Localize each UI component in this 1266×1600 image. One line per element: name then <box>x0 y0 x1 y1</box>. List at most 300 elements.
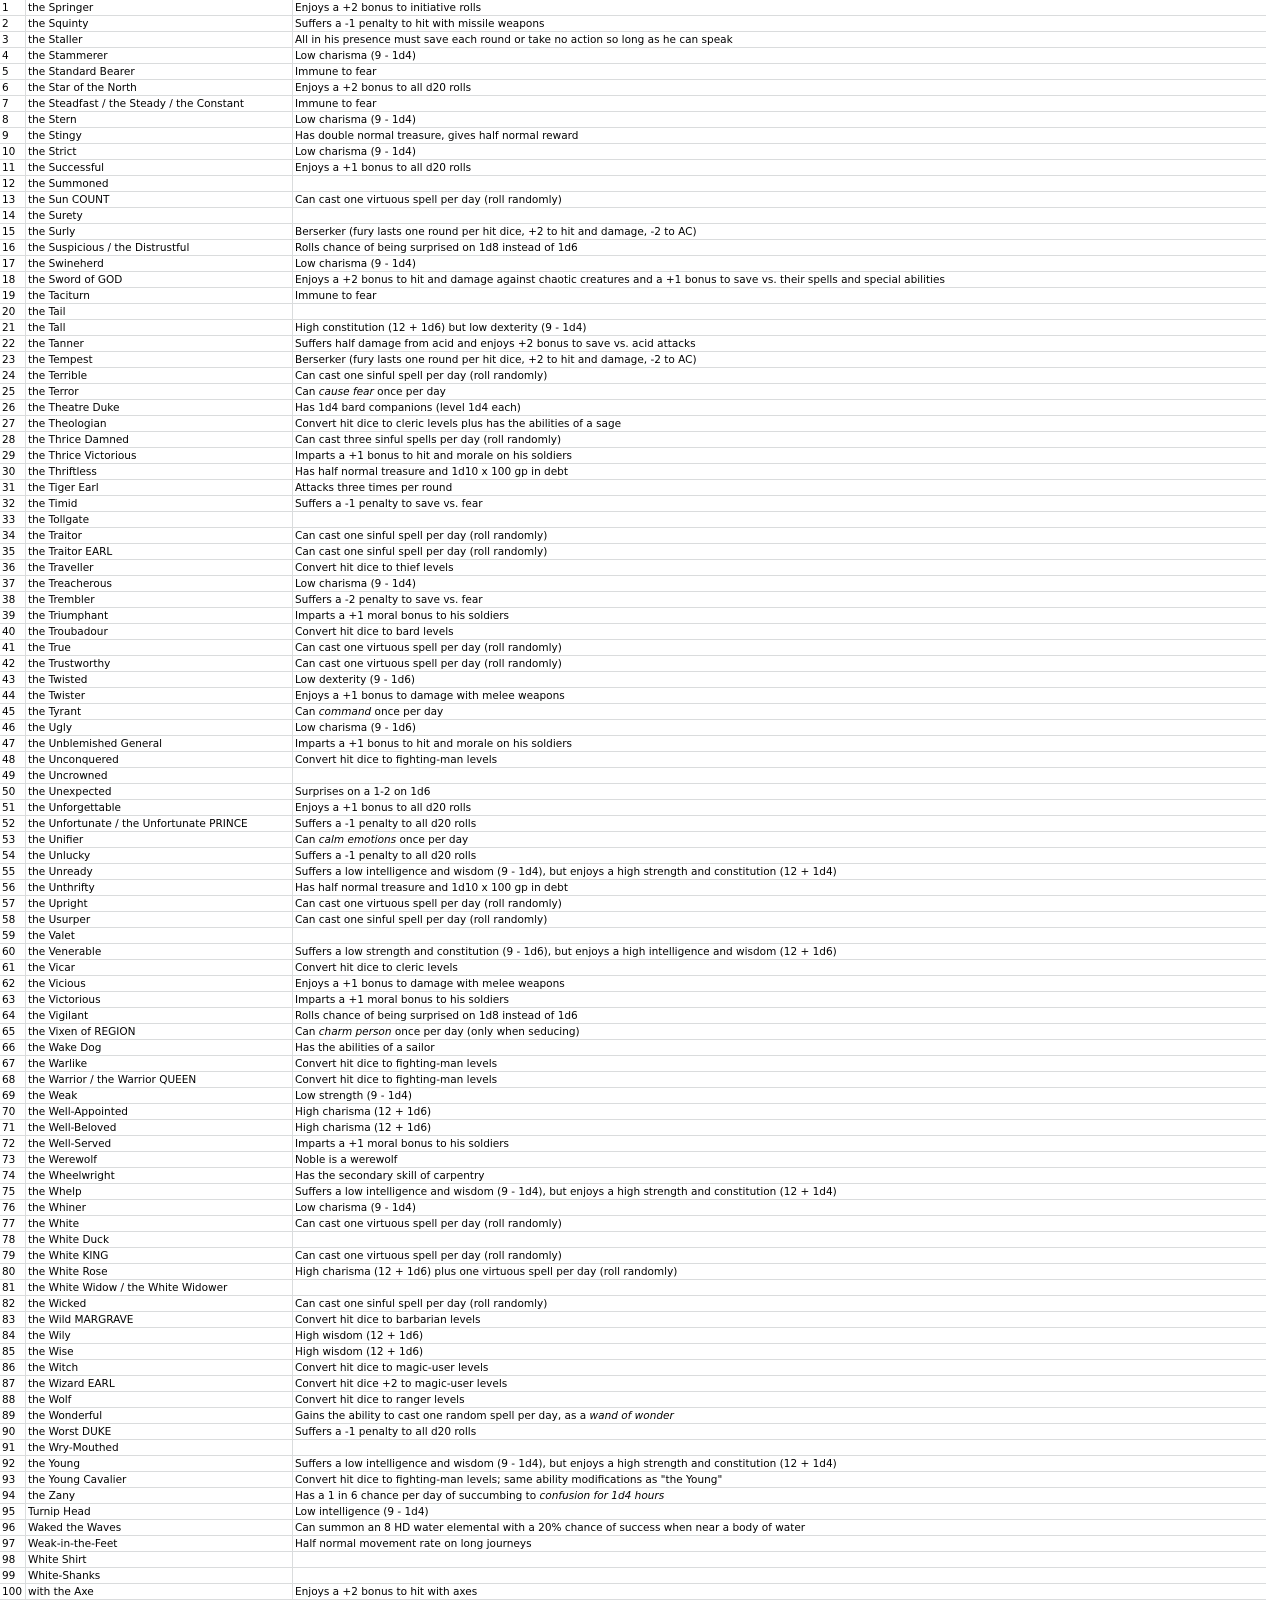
effect-cell[interactable] <box>293 208 1266 223</box>
row-number-cell[interactable]: 46 <box>0 720 26 735</box>
title-cell[interactable]: the White <box>26 1216 293 1231</box>
effect-cell[interactable]: Can cast one virtuous spell per day (roll randomly) <box>295 1218 562 1230</box>
row-number-cell[interactable]: 58 <box>0 912 26 927</box>
effect-cell[interactable]: Can cast one sinful spell per day (roll randomly) <box>295 914 548 926</box>
row-number-cell[interactable]: 30 <box>0 464 26 479</box>
title-cell[interactable]: the White Rose <box>26 1264 293 1279</box>
title-cell[interactable]: the Theologian <box>26 416 293 431</box>
title-cell[interactable]: the Venerable <box>26 944 293 959</box>
effect-cell[interactable] <box>293 928 1266 943</box>
title-cell[interactable]: the Squinty <box>26 16 293 31</box>
effect-cell[interactable] <box>293 512 1266 527</box>
title-cell[interactable]: the White Widow / the White Widower <box>26 1280 293 1295</box>
effect-cell[interactable]: Suffers a -1 penalty to all d20 rolls <box>295 850 477 862</box>
title-cell[interactable]: the Wolf <box>26 1392 293 1407</box>
effect-cell[interactable]: Can cast one sinful spell per day (roll randomly) <box>295 546 548 558</box>
title-cell[interactable]: the True <box>26 640 293 655</box>
effect-cell[interactable]: Berserker (fury lasts one round per hit dice, +2 to hit and damage, -2 to AC) <box>295 354 697 366</box>
title-cell[interactable]: the Werewolf <box>26 1152 293 1167</box>
row-number-cell[interactable]: 100 <box>0 1584 26 1599</box>
effect-cell[interactable]: Enjoys a +2 bonus to hit and damage against chaotic creatures and a +1 bonus to save vs. their spells and special abilities <box>295 274 945 286</box>
title-cell[interactable]: the Thrice Victorious <box>26 448 293 463</box>
title-cell[interactable]: the White KING <box>26 1248 293 1263</box>
title-cell[interactable]: the Wake Dog <box>26 1040 293 1055</box>
row-number-cell[interactable]: 79 <box>0 1248 26 1263</box>
effect-cell[interactable]: Has the abilities of a sailor <box>295 1042 435 1054</box>
effect-cell[interactable] <box>293 1488 1266 1503</box>
effect-cell[interactable]: Convert hit dice to magic-user levels <box>295 1362 489 1374</box>
row-number-cell[interactable]: 72 <box>0 1136 26 1151</box>
row-number-cell[interactable]: 4 <box>0 48 26 63</box>
title-cell[interactable]: the Surly <box>26 224 293 239</box>
row-number-cell[interactable]: 1 <box>0 0 26 15</box>
title-cell[interactable]: the Unfortunate / the Unfortunate PRINCE <box>26 816 293 831</box>
row-number-cell[interactable]: 75 <box>0 1184 26 1199</box>
row-number-cell[interactable]: 33 <box>0 512 26 527</box>
effect-cell[interactable] <box>293 1440 1266 1455</box>
row-number-cell[interactable]: 21 <box>0 320 26 335</box>
effect-cell[interactable]: Has the secondary skill of carpentry <box>295 1170 485 1182</box>
effect-cell[interactable]: Enjoys a +2 bonus to hit with axes <box>295 1586 478 1598</box>
effect-cell[interactable]: Half normal movement rate on long journeys <box>295 1538 532 1550</box>
effect-cell[interactable]: Convert hit dice to fighting-man levels; same ability modifications as "the Young" <box>295 1474 723 1486</box>
row-number-cell[interactable]: 3 <box>0 32 26 47</box>
title-cell[interactable]: the Warlike <box>26 1056 293 1071</box>
row-number-cell[interactable]: 9 <box>0 128 26 143</box>
effect-cell[interactable]: Suffers a -1 penalty to all d20 rolls <box>295 818 477 830</box>
effect-cell[interactable]: Convert hit dice to cleric levels plus has the abilities of a sage <box>295 418 622 430</box>
effect-cell[interactable]: Imparts a +1 bonus to hit and morale on his soldiers <box>295 450 573 462</box>
effect-cell[interactable]: Has 1d4 bard companions (level 1d4 each) <box>295 402 521 414</box>
row-number-cell[interactable]: 38 <box>0 592 26 607</box>
title-cell[interactable]: the Theatre Duke <box>26 400 293 415</box>
title-cell[interactable]: the Terrible <box>26 368 293 383</box>
effect-cell[interactable]: Convert hit dice to cleric levels <box>295 962 458 974</box>
row-number-cell[interactable]: 89 <box>0 1408 26 1423</box>
title-cell[interactable]: the Vixen of REGION <box>26 1024 293 1039</box>
title-cell[interactable]: the Wicked <box>26 1296 293 1311</box>
effect-cell[interactable]: Suffers a -1 penalty to hit with missile weapons <box>295 18 545 30</box>
title-cell[interactable]: the Sword of GOD <box>26 272 293 287</box>
title-cell[interactable]: White Shirt <box>26 1552 293 1567</box>
effect-cell[interactable]: Low charisma (9 - 1d4) <box>295 258 416 270</box>
title-cell[interactable]: the Whelp <box>26 1184 293 1199</box>
row-number-cell[interactable]: 53 <box>0 832 26 847</box>
effect-cell[interactable]: Low strength (9 - 1d4) <box>295 1090 412 1102</box>
row-number-cell[interactable]: 97 <box>0 1536 26 1551</box>
effect-cell[interactable]: Can cast one virtuous spell per day (roll randomly) <box>295 898 562 910</box>
title-cell[interactable]: the Trembler <box>26 592 293 607</box>
effect-cell[interactable]: High charisma (12 + 1d6) <box>295 1122 432 1134</box>
title-cell[interactable]: the Thriftless <box>26 464 293 479</box>
title-cell[interactable]: the Tiger Earl <box>26 480 293 495</box>
effect-cell[interactable]: Rolls chance of being surprised on 1d8 instead of 1d6 <box>295 242 578 254</box>
title-cell[interactable]: the Traveller <box>26 560 293 575</box>
row-number-cell[interactable]: 5 <box>0 64 26 79</box>
row-number-cell[interactable]: 39 <box>0 608 26 623</box>
effect-cell[interactable]: Has half normal treasure and 1d10 x 100 gp in debt <box>295 466 568 478</box>
effect-cell[interactable]: Imparts a +1 moral bonus to his soldiers <box>295 610 510 622</box>
row-number-cell[interactable]: 99 <box>0 1568 26 1583</box>
effect-cell[interactable]: Imparts a +1 moral bonus to his soldiers <box>295 1138 510 1150</box>
title-cell[interactable]: the Unforgettable <box>26 800 293 815</box>
title-cell[interactable]: the Well-Served <box>26 1136 293 1151</box>
row-number-cell[interactable]: 84 <box>0 1328 26 1343</box>
effect-cell[interactable]: Convert hit dice to fighting-man levels <box>295 1058 498 1070</box>
effect-cell[interactable]: Enjoys a +1 bonus to damage with melee weapons <box>295 978 565 990</box>
title-cell[interactable]: the Unready <box>26 864 293 879</box>
effect-cell[interactable]: Low charisma (9 - 1d6) <box>295 722 416 734</box>
effect-cell[interactable]: Suffers half damage from acid and enjoys +2 bonus to save vs. acid attacks <box>295 338 696 350</box>
title-cell[interactable]: the Triumphant <box>26 608 293 623</box>
row-number-cell[interactable]: 22 <box>0 336 26 351</box>
effect-cell[interactable]: Attacks three times per round <box>295 482 453 494</box>
title-cell[interactable]: the Twister <box>26 688 293 703</box>
effect-cell[interactable]: Berserker (fury lasts one round per hit dice, +2 to hit and damage, -2 to AC) <box>295 226 697 238</box>
row-number-cell[interactable]: 48 <box>0 752 26 767</box>
effect-cell[interactable] <box>293 768 1266 783</box>
row-number-cell[interactable]: 55 <box>0 864 26 879</box>
effect-cell[interactable]: Immune to fear <box>295 98 377 110</box>
effect-cell[interactable]: Suffers a low intelligence and wisdom (9 - 1d4), but enjoys a high strength and constitution (12 + 1d4) <box>295 866 837 878</box>
effect-cell[interactable]: Low charisma (9 - 1d4) <box>295 50 416 62</box>
row-number-cell[interactable]: 27 <box>0 416 26 431</box>
title-cell[interactable]: the Terror <box>26 384 293 399</box>
title-cell[interactable]: the Thrice Damned <box>26 432 293 447</box>
row-number-cell[interactable]: 62 <box>0 976 26 991</box>
title-cell[interactable]: the Stingy <box>26 128 293 143</box>
effect-cell[interactable]: Imparts a +1 moral bonus to his soldiers <box>295 994 510 1006</box>
title-cell[interactable]: the Stammerer <box>26 48 293 63</box>
row-number-cell[interactable]: 63 <box>0 992 26 1007</box>
row-number-cell[interactable]: 40 <box>0 624 26 639</box>
title-cell[interactable]: Weak-in-the-Feet <box>26 1536 293 1551</box>
title-cell[interactable]: the Uncrowned <box>26 768 293 783</box>
title-cell[interactable]: the Zany <box>26 1488 293 1503</box>
row-number-cell[interactable]: 87 <box>0 1376 26 1391</box>
effect-cell[interactable]: Noble is a werewolf <box>295 1154 398 1166</box>
row-number-cell[interactable]: 29 <box>0 448 26 463</box>
title-cell[interactable]: the Worst DUKE <box>26 1424 293 1439</box>
row-number-cell[interactable]: 49 <box>0 768 26 783</box>
row-number-cell[interactable]: 10 <box>0 144 26 159</box>
row-number-cell[interactable]: 76 <box>0 1200 26 1215</box>
effect-cell[interactable]: Enjoys a +2 bonus to initiative rolls <box>295 2 482 14</box>
row-number-cell[interactable]: 91 <box>0 1440 26 1455</box>
row-number-cell[interactable]: 2 <box>0 16 26 31</box>
title-cell[interactable]: the Standard Bearer <box>26 64 293 79</box>
title-cell[interactable]: the Unexpected <box>26 784 293 799</box>
effect-cell[interactable]: Can cast one virtuous spell per day (roll randomly) <box>295 658 562 670</box>
effect-cell[interactable]: Can cast one sinful spell per day (roll randomly) <box>295 1298 548 1310</box>
title-cell[interactable]: White-Shanks <box>26 1568 293 1583</box>
effect-cell[interactable]: Low dexterity (9 - 1d6) <box>295 674 416 686</box>
title-cell[interactable]: the Vicar <box>26 960 293 975</box>
title-cell[interactable]: the Valet <box>26 928 293 943</box>
row-number-cell[interactable]: 8 <box>0 112 26 127</box>
effect-cell[interactable]: Enjoys a +1 bonus to damage with melee weapons <box>295 690 565 702</box>
effect-cell[interactable]: Enjoys a +1 bonus to all d20 rolls <box>295 802 472 814</box>
title-cell[interactable]: the Weak <box>26 1088 293 1103</box>
effect-cell[interactable]: Surprises on a 1-2 on 1d6 <box>295 786 431 798</box>
effect-cell[interactable]: Can cast one sinful spell per day (roll randomly) <box>295 530 548 542</box>
row-number-cell[interactable]: 44 <box>0 688 26 703</box>
effect-cell[interactable]: Suffers a low intelligence and wisdom (9 - 1d4), but enjoys a high strength and constitution (12 + 1d4) <box>295 1458 837 1470</box>
row-number-cell[interactable]: 80 <box>0 1264 26 1279</box>
effect-cell[interactable] <box>293 304 1266 319</box>
title-cell[interactable]: the Tall <box>26 320 293 335</box>
row-number-cell[interactable]: 20 <box>0 304 26 319</box>
title-cell[interactable]: the Strict <box>26 144 293 159</box>
row-number-cell[interactable]: 34 <box>0 528 26 543</box>
effect-cell[interactable]: Can cast one virtuous spell per day (roll randomly) <box>295 642 562 654</box>
effect-cell[interactable]: Low charisma (9 - 1d4) <box>295 1202 416 1214</box>
row-number-cell[interactable]: 86 <box>0 1360 26 1375</box>
effect-cell[interactable] <box>293 832 1266 847</box>
title-cell[interactable]: the Unconquered <box>26 752 293 767</box>
title-cell[interactable]: the Wry-Mouthed <box>26 1440 293 1455</box>
row-number-cell[interactable]: 24 <box>0 368 26 383</box>
row-number-cell[interactable]: 88 <box>0 1392 26 1407</box>
title-cell[interactable]: the Treacherous <box>26 576 293 591</box>
title-cell[interactable]: the Surety <box>26 208 293 223</box>
row-number-cell[interactable]: 98 <box>0 1552 26 1567</box>
row-number-cell[interactable]: 95 <box>0 1504 26 1519</box>
row-number-cell[interactable]: 68 <box>0 1072 26 1087</box>
row-number-cell[interactable]: 81 <box>0 1280 26 1295</box>
title-cell[interactable]: the Wily <box>26 1328 293 1343</box>
title-cell[interactable]: the Springer <box>26 0 293 15</box>
title-cell[interactable]: the Ugly <box>26 720 293 735</box>
title-cell[interactable]: the Victorious <box>26 992 293 1007</box>
row-number-cell[interactable]: 36 <box>0 560 26 575</box>
row-number-cell[interactable]: 73 <box>0 1152 26 1167</box>
effect-cell[interactable]: Convert hit dice to fighting-man levels <box>295 754 498 766</box>
title-cell[interactable]: the Tail <box>26 304 293 319</box>
effect-cell[interactable]: Convert hit dice to ranger levels <box>295 1394 465 1406</box>
row-number-cell[interactable]: 23 <box>0 352 26 367</box>
effect-cell[interactable]: Can cast one sinful spell per day (roll randomly) <box>295 370 548 382</box>
effect-cell[interactable]: Immune to fear <box>295 290 377 302</box>
effect-cell[interactable] <box>293 1568 1266 1583</box>
row-number-cell[interactable]: 26 <box>0 400 26 415</box>
row-number-cell[interactable]: 43 <box>0 672 26 687</box>
row-number-cell[interactable]: 54 <box>0 848 26 863</box>
row-number-cell[interactable]: 66 <box>0 1040 26 1055</box>
title-cell[interactable]: the Stern <box>26 112 293 127</box>
row-number-cell[interactable]: 14 <box>0 208 26 223</box>
title-cell[interactable]: with the Axe <box>26 1584 293 1599</box>
row-number-cell[interactable]: 77 <box>0 1216 26 1231</box>
title-cell[interactable]: the Sun COUNT <box>26 192 293 207</box>
effect-cell[interactable]: Immune to fear <box>295 66 377 78</box>
title-cell[interactable]: the Suspicious / the Distrustful <box>26 240 293 255</box>
title-cell[interactable]: the Vigilant <box>26 1008 293 1023</box>
row-number-cell[interactable]: 85 <box>0 1344 26 1359</box>
row-number-cell[interactable]: 96 <box>0 1520 26 1535</box>
effect-cell[interactable]: Suffers a -1 penalty to all d20 rolls <box>295 1426 477 1438</box>
title-cell[interactable]: Waked the Waves <box>26 1520 293 1535</box>
title-cell[interactable]: the Summoned <box>26 176 293 191</box>
title-cell[interactable]: the Warrior / the Warrior QUEEN <box>26 1072 293 1087</box>
row-number-cell[interactable]: 19 <box>0 288 26 303</box>
row-number-cell[interactable]: 32 <box>0 496 26 511</box>
effect-cell[interactable]: Convert hit dice to barbarian levels <box>295 1314 481 1326</box>
effect-cell[interactable]: Has half normal treasure and 1d10 x 100 gp in debt <box>295 882 568 894</box>
title-cell[interactable]: the Unblemished General <box>26 736 293 751</box>
row-number-cell[interactable]: 94 <box>0 1488 26 1503</box>
effect-cell[interactable]: Rolls chance of being surprised on 1d8 instead of 1d6 <box>295 1010 578 1022</box>
row-number-cell[interactable]: 70 <box>0 1104 26 1119</box>
row-number-cell[interactable]: 16 <box>0 240 26 255</box>
effect-cell[interactable]: Low intelligence (9 - 1d4) <box>295 1506 429 1518</box>
effect-cell[interactable]: Suffers a -2 penalty to save vs. fear <box>295 594 483 606</box>
effect-cell[interactable]: High wisdom (12 + 1d6) <box>295 1330 424 1342</box>
row-number-cell[interactable]: 42 <box>0 656 26 671</box>
effect-cell[interactable]: Convert hit dice to thief levels <box>295 562 454 574</box>
effect-cell[interactable]: Convert hit dice +2 to magic-user levels <box>295 1378 508 1390</box>
title-cell[interactable]: the Wonderful <box>26 1408 293 1423</box>
title-cell[interactable]: Turnip Head <box>26 1504 293 1519</box>
effect-cell[interactable]: Low charisma (9 - 1d4) <box>295 146 416 158</box>
effect-cell[interactable] <box>293 1024 1266 1039</box>
effect-cell[interactable] <box>293 1232 1266 1247</box>
effect-cell[interactable] <box>293 1552 1266 1567</box>
title-cell[interactable]: the Witch <box>26 1360 293 1375</box>
title-cell[interactable]: the Successful <box>26 160 293 175</box>
effect-cell[interactable]: Can summon an 8 HD water elemental with a 20% chance of success when near a body of water <box>295 1522 806 1534</box>
row-number-cell[interactable]: 61 <box>0 960 26 975</box>
title-cell[interactable]: the Upright <box>26 896 293 911</box>
row-number-cell[interactable]: 90 <box>0 1424 26 1439</box>
title-cell[interactable]: the Traitor EARL <box>26 544 293 559</box>
effect-cell[interactable] <box>293 1408 1266 1423</box>
row-number-cell[interactable]: 59 <box>0 928 26 943</box>
row-number-cell[interactable]: 64 <box>0 1008 26 1023</box>
title-cell[interactable]: the Unthrifty <box>26 880 293 895</box>
effect-cell[interactable] <box>293 384 1266 399</box>
title-cell[interactable]: the Star of the North <box>26 80 293 95</box>
title-cell[interactable]: the Wild MARGRAVE <box>26 1312 293 1327</box>
row-number-cell[interactable]: 50 <box>0 784 26 799</box>
title-cell[interactable]: the Usurper <box>26 912 293 927</box>
effect-cell[interactable]: High charisma (12 + 1d6) <box>295 1106 432 1118</box>
row-number-cell[interactable]: 56 <box>0 880 26 895</box>
effect-cell[interactable]: Low charisma (9 - 1d4) <box>295 114 416 126</box>
title-cell[interactable]: the Tempest <box>26 352 293 367</box>
row-number-cell[interactable]: 51 <box>0 800 26 815</box>
title-cell[interactable]: the Vicious <box>26 976 293 991</box>
title-cell[interactable]: the Whiner <box>26 1200 293 1215</box>
row-number-cell[interactable]: 52 <box>0 816 26 831</box>
effect-cell[interactable]: Imparts a +1 bonus to hit and morale on his soldiers <box>295 738 573 750</box>
title-cell[interactable]: the Tanner <box>26 336 293 351</box>
row-number-cell[interactable]: 18 <box>0 272 26 287</box>
title-cell[interactable]: the Wheelwright <box>26 1168 293 1183</box>
title-cell[interactable]: the Wise <box>26 1344 293 1359</box>
title-cell[interactable]: the Timid <box>26 496 293 511</box>
effect-cell[interactable]: Suffers a -1 penalty to save vs. fear <box>295 498 483 510</box>
effect-cell[interactable]: Suffers a low intelligence and wisdom (9 - 1d4), but enjoys a high strength and constitution (12 + 1d4) <box>295 1186 837 1198</box>
title-cell[interactable]: the Wizard EARL <box>26 1376 293 1391</box>
row-number-cell[interactable]: 74 <box>0 1168 26 1183</box>
effect-cell[interactable] <box>293 176 1266 191</box>
title-cell[interactable]: the Traitor <box>26 528 293 543</box>
row-number-cell[interactable]: 7 <box>0 96 26 111</box>
title-cell[interactable]: the Well-Beloved <box>26 1120 293 1135</box>
row-number-cell[interactable]: 31 <box>0 480 26 495</box>
row-number-cell[interactable]: 83 <box>0 1312 26 1327</box>
effect-cell[interactable]: Can cast one virtuous spell per day (roll randomly) <box>295 194 562 206</box>
row-number-cell[interactable]: 67 <box>0 1056 26 1071</box>
effect-cell[interactable] <box>293 704 1266 719</box>
effect-cell[interactable]: Can cast one virtuous spell per day (roll randomly) <box>295 1250 562 1262</box>
row-number-cell[interactable]: 28 <box>0 432 26 447</box>
title-cell[interactable]: the Young Cavalier <box>26 1472 293 1487</box>
row-number-cell[interactable]: 37 <box>0 576 26 591</box>
title-cell[interactable]: the Trustworthy <box>26 656 293 671</box>
effect-cell[interactable]: Convert hit dice to fighting-man levels <box>295 1074 498 1086</box>
title-cell[interactable]: the Tollgate <box>26 512 293 527</box>
title-cell[interactable]: the Staller <box>26 32 293 47</box>
effect-cell[interactable]: Enjoys a +2 bonus to all d20 rolls <box>295 82 472 94</box>
effect-cell[interactable]: Suffers a low strength and constitution (9 - 1d6), but enjoys a high intelligence and wisdom (12 + 1d6) <box>295 946 837 958</box>
row-number-cell[interactable]: 65 <box>0 1024 26 1039</box>
row-number-cell[interactable]: 13 <box>0 192 26 207</box>
effect-cell[interactable]: Convert hit dice to bard levels <box>295 626 454 638</box>
title-cell[interactable]: the Well-Appointed <box>26 1104 293 1119</box>
title-cell[interactable]: the Unifier <box>26 832 293 847</box>
row-number-cell[interactable]: 82 <box>0 1296 26 1311</box>
effect-cell[interactable]: High constitution (12 + 1d6) but low dexterity (9 - 1d4) <box>295 322 587 334</box>
effect-cell[interactable]: Has double normal treasure, gives half normal reward <box>295 130 579 142</box>
row-number-cell[interactable]: 35 <box>0 544 26 559</box>
row-number-cell[interactable]: 57 <box>0 896 26 911</box>
row-number-cell[interactable]: 41 <box>0 640 26 655</box>
effect-cell[interactable]: Low charisma (9 - 1d4) <box>295 578 416 590</box>
row-number-cell[interactable]: 45 <box>0 704 26 719</box>
title-cell[interactable]: the Tyrant <box>26 704 293 719</box>
row-number-cell[interactable]: 25 <box>0 384 26 399</box>
title-cell[interactable]: the Swineherd <box>26 256 293 271</box>
row-number-cell[interactable]: 92 <box>0 1456 26 1471</box>
title-cell[interactable]: the Steadfast / the Steady / the Constant <box>26 96 293 111</box>
row-number-cell[interactable]: 6 <box>0 80 26 95</box>
title-cell[interactable]: the White Duck <box>26 1232 293 1247</box>
row-number-cell[interactable]: 15 <box>0 224 26 239</box>
title-cell[interactable]: the Taciturn <box>26 288 293 303</box>
title-cell[interactable]: the Young <box>26 1456 293 1471</box>
row-number-cell[interactable]: 17 <box>0 256 26 271</box>
row-number-cell[interactable]: 78 <box>0 1232 26 1247</box>
effect-cell[interactable] <box>293 1280 1266 1295</box>
row-number-cell[interactable]: 69 <box>0 1088 26 1103</box>
row-number-cell[interactable]: 11 <box>0 160 26 175</box>
title-cell[interactable]: the Twisted <box>26 672 293 687</box>
row-number-cell[interactable]: 60 <box>0 944 26 959</box>
title-cell[interactable]: the Unlucky <box>26 848 293 863</box>
title-cell[interactable]: the Troubadour <box>26 624 293 639</box>
effect-cell[interactable]: Can cast three sinful spells per day (roll randomly) <box>295 434 562 446</box>
row-number-cell[interactable]: 71 <box>0 1120 26 1135</box>
effect-cell[interactable]: High charisma (12 + 1d6) plus one virtuous spell per day (roll randomly) <box>295 1266 678 1278</box>
effect-cell[interactable]: High wisdom (12 + 1d6) <box>295 1346 424 1358</box>
effect-cell[interactable]: All in his presence must save each round or take no action so long as he can speak <box>295 34 733 46</box>
row-number-cell[interactable]: 12 <box>0 176 26 191</box>
row-number-cell[interactable]: 93 <box>0 1472 26 1487</box>
row-number-cell[interactable]: 47 <box>0 736 26 751</box>
effect-cell[interactable]: Enjoys a +1 bonus to all d20 rolls <box>295 162 472 174</box>
